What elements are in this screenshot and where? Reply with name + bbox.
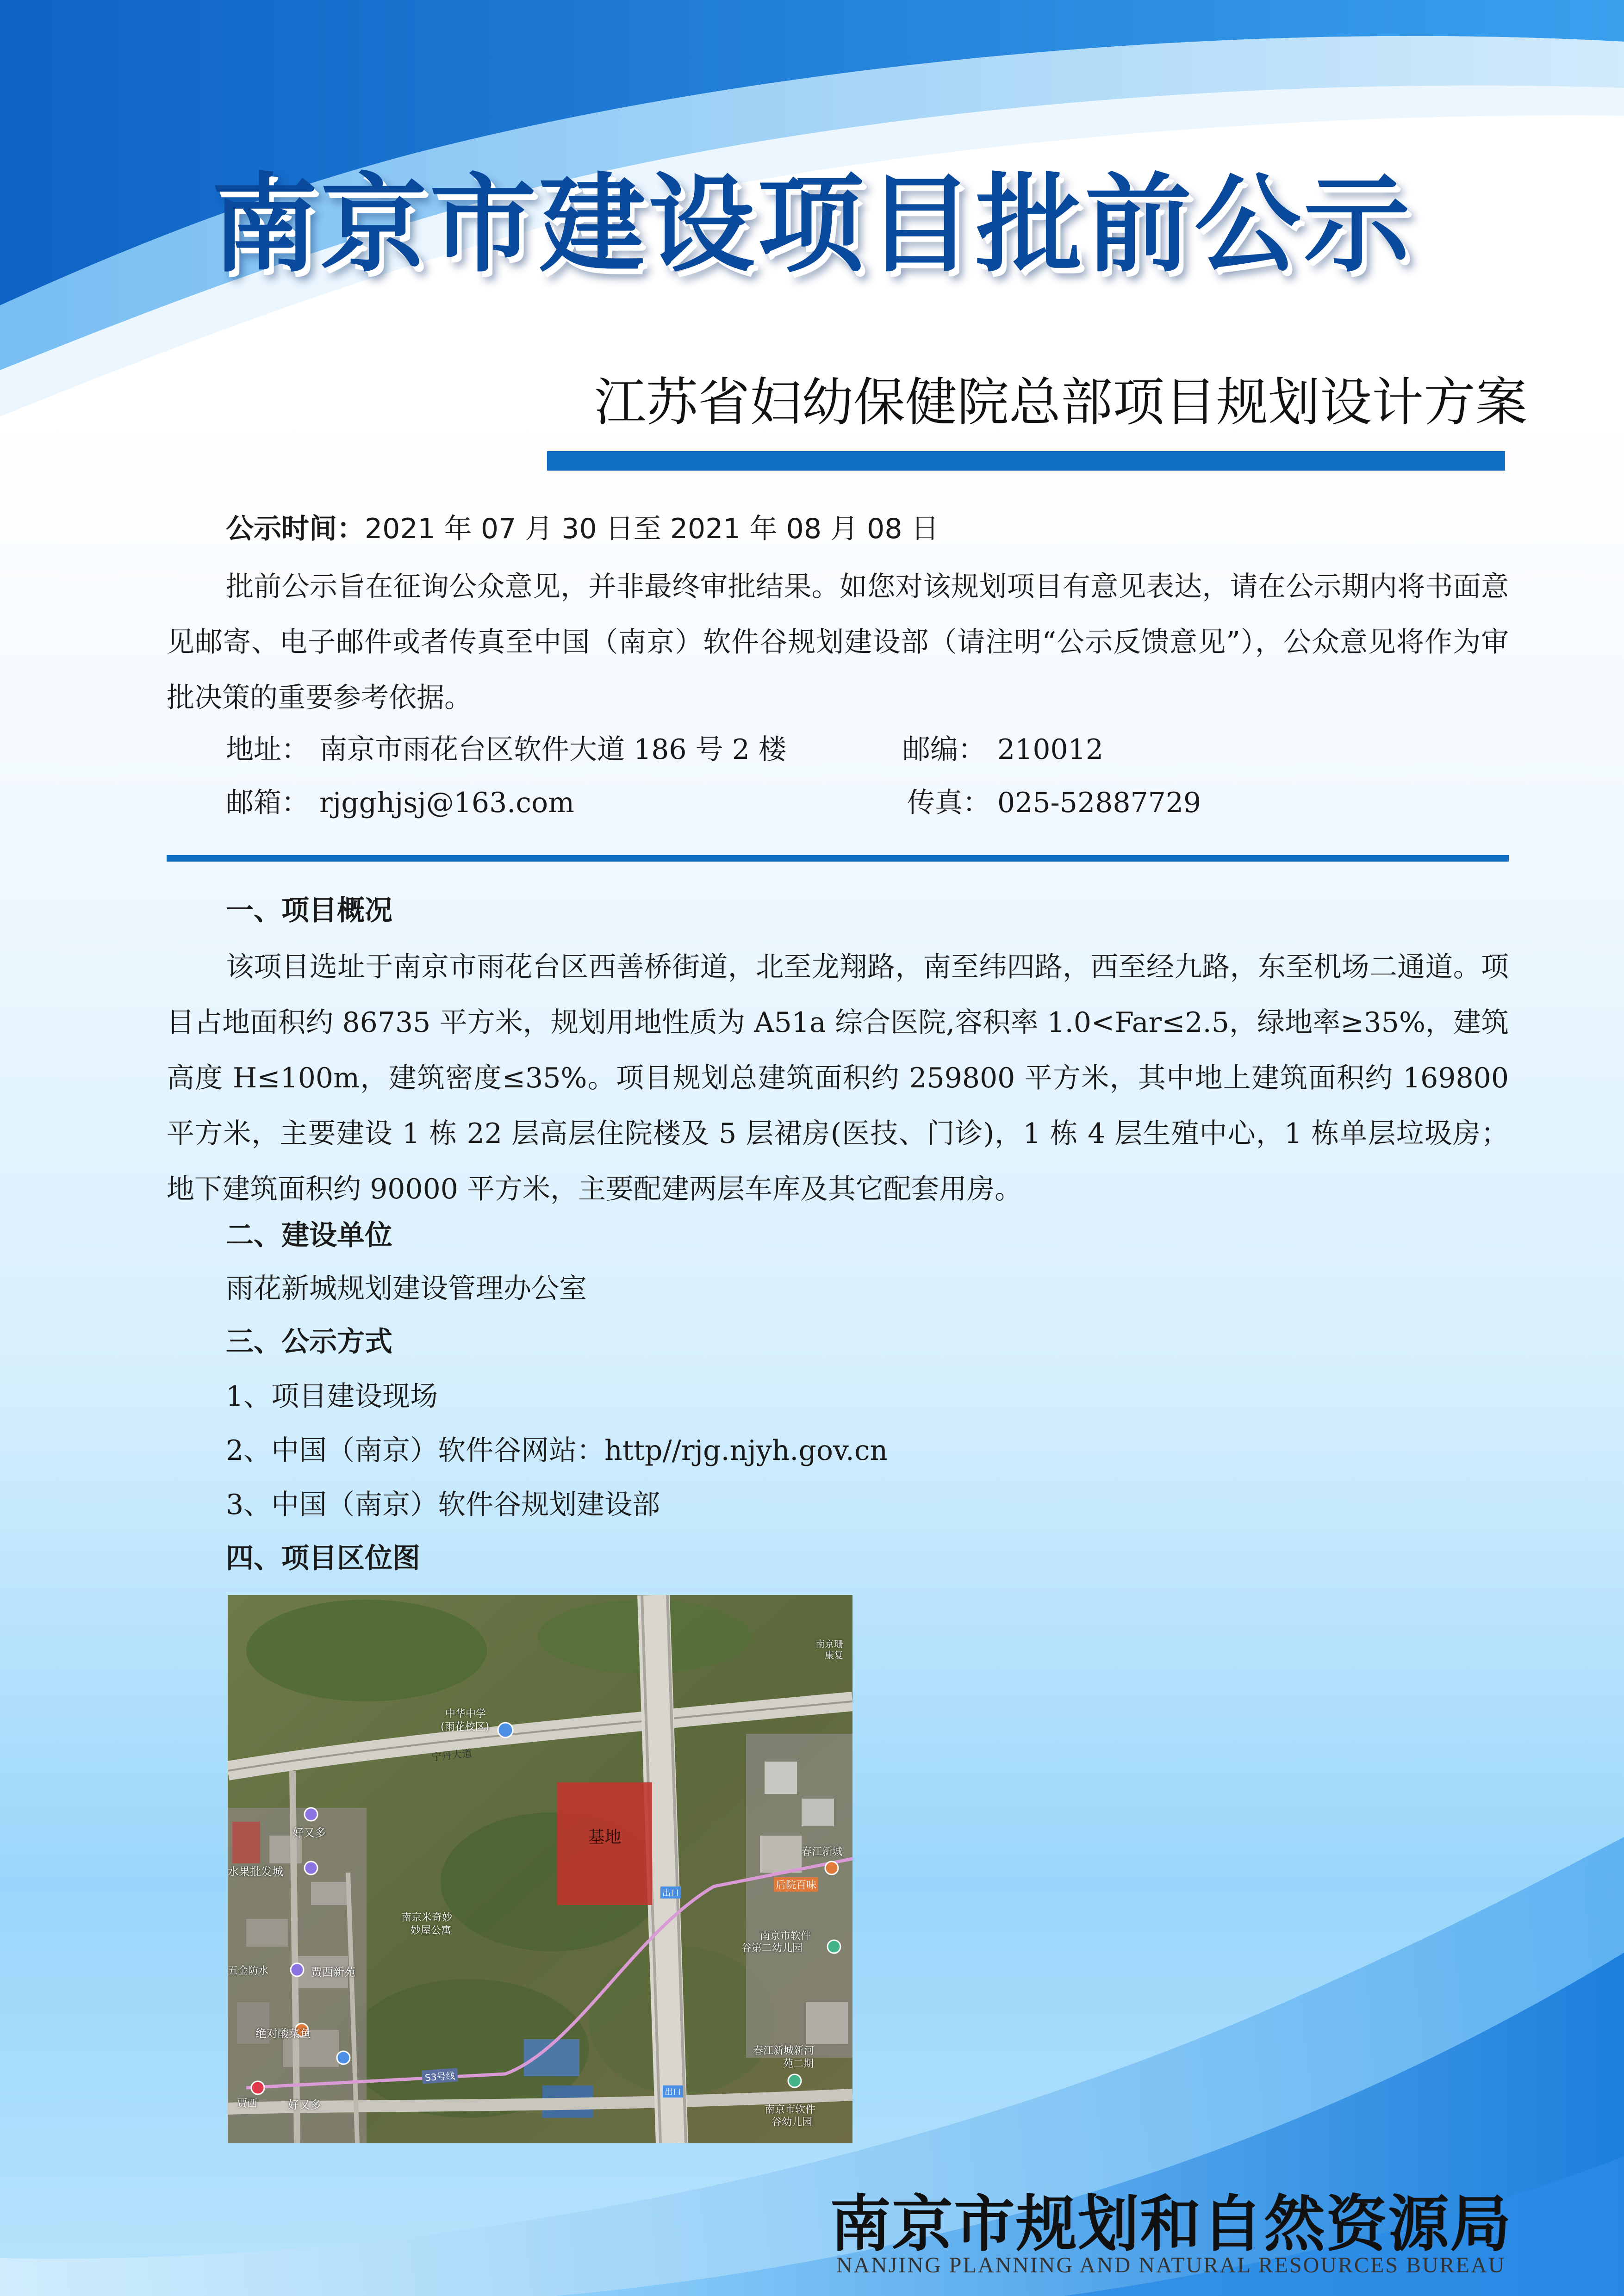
method-item-website[interactable]: 2、中国（南京）软件谷网站：http//rjg.njyh.gov.cn [226,1434,888,1467]
poi-label: 好又多 [288,2098,321,2111]
overview-heading: 一、项目概况 [226,894,392,927]
agency-name-english: NANJING PLANNING AND NATURAL RESOURCES BUREAU [836,2253,1506,2277]
poi-label: 南京米奇妙 [401,1912,453,1924]
subtitle-underline-bar [547,451,1505,471]
builder-heading: 二、建设单位 [226,1219,392,1252]
poi-label: 苑二期 [783,2058,814,2070]
email-value[interactable]: rjgghjsj@163.com [319,787,574,819]
poi-label: 春江新城新河 [753,2045,815,2057]
poi-label: 谷第二幼儿园 [741,1942,803,1954]
poi-label: 后院百味 [774,1877,818,1892]
poi-label: 南京珊 [815,1638,843,1650]
exit-label: 出口 [660,1886,681,1899]
method-item-site: 1、项目建设现场 [226,1380,438,1413]
method-item-office: 3、中国（南京）软件谷规划建设部 [226,1489,660,1521]
poi-label: 春江新城 [802,1846,843,1858]
builder-text: 雨花新城规划建设管理办公室 [226,1272,587,1305]
method-heading: 三、公示方式 [226,1326,392,1358]
poi-label: 水果批发城 [228,1865,283,1878]
poi-label: 绝对酸菜鱼 [255,2027,311,2040]
poi-label: 南京市软件 [765,2104,816,2116]
poi-label: 贾西 [237,2098,258,2110]
poi-label: 南京市软件 [760,1930,811,1942]
address-value: 南京市雨花台区软件大道 186 号 2 楼 [319,733,786,766]
poi-label: (雨花校区) [441,1721,490,1733]
fax-value: 025-52887729 [997,787,1201,819]
project-subtitle: 江苏省妇幼保健院总部项目规划设计方案 [594,372,1527,433]
email-label: 邮箱： [226,787,309,819]
overview-text: 该项目选址于南京市雨花台区西善桥街道，北至龙翔路，南至纬四路，西至经九路，东至机场二通道。项目占地面积约 86735 平方米，规划用地性质为 A51a 综合医院,容积率 1.0<Far≤2.5，绿地率≥35%，建筑高度 H≤100m，建筑密度≤35%。项目规划总建筑面积约 259800 平方米，其中地上建筑面积约 169800 平方米，主要建设 1 栋 22 层高层住院楼及 5 层裙房(医技、门诊)，1 栋 4 层生殖中心，1 栋单层垃圾房；地下建筑面积约 90000 平方米，主要配建两层车库及其它配套用房。 [167,951,1509,1205]
postcode-label: 邮编： [902,733,986,766]
poi-label: 康复 [825,1650,843,1661]
metro-line-label: S3号线 [422,2068,458,2084]
section-divider [167,855,1509,862]
poi-label: 中华中学 [445,1708,486,1720]
fax-label: 传真： [907,787,990,819]
road-label: 宁丹大道 [431,1748,473,1764]
poi-label: 妙屋公寓 [411,1925,452,1936]
exit-label-2: 出口 [663,2085,683,2097]
address-label: 地址： [226,733,309,766]
poi-label: 好又多 [292,1826,326,1839]
postcode-value: 210012 [997,733,1104,766]
map-heading: 四、项目区位图 [226,1542,420,1575]
notice-time-line [167,501,1568,557]
page-title: 南京市建设项目批前公示 [211,162,1413,287]
notice-time-value: 2021 年 07 月 30 日至 2021 年 08 月 08 日 [365,513,939,545]
location-map [228,1595,852,2143]
poi-label: 贾西新苑 [311,1966,355,1979]
notice-intro: 批前公示旨在征询公众意见，并非最终审批结果。如您对该规划项目有意见表达，请在公示期内将书面意见邮寄、电子邮件或者传真至中国（南京）软件谷规划建设部（请注明“公示反馈意见”），公众意见将作为审批决策的重要参考依据。 [167,571,1509,714]
poi-label: 谷幼儿园 [772,2116,813,2128]
site-label: 基地 [588,1828,622,1847]
satellite-map-image [228,1595,852,2143]
agency-name: 南京市规划和自然资源局 [830,2188,1512,2260]
notice-time-label: 公示时间： [226,513,365,545]
poi-label: 五金防水 [228,1965,269,1977]
